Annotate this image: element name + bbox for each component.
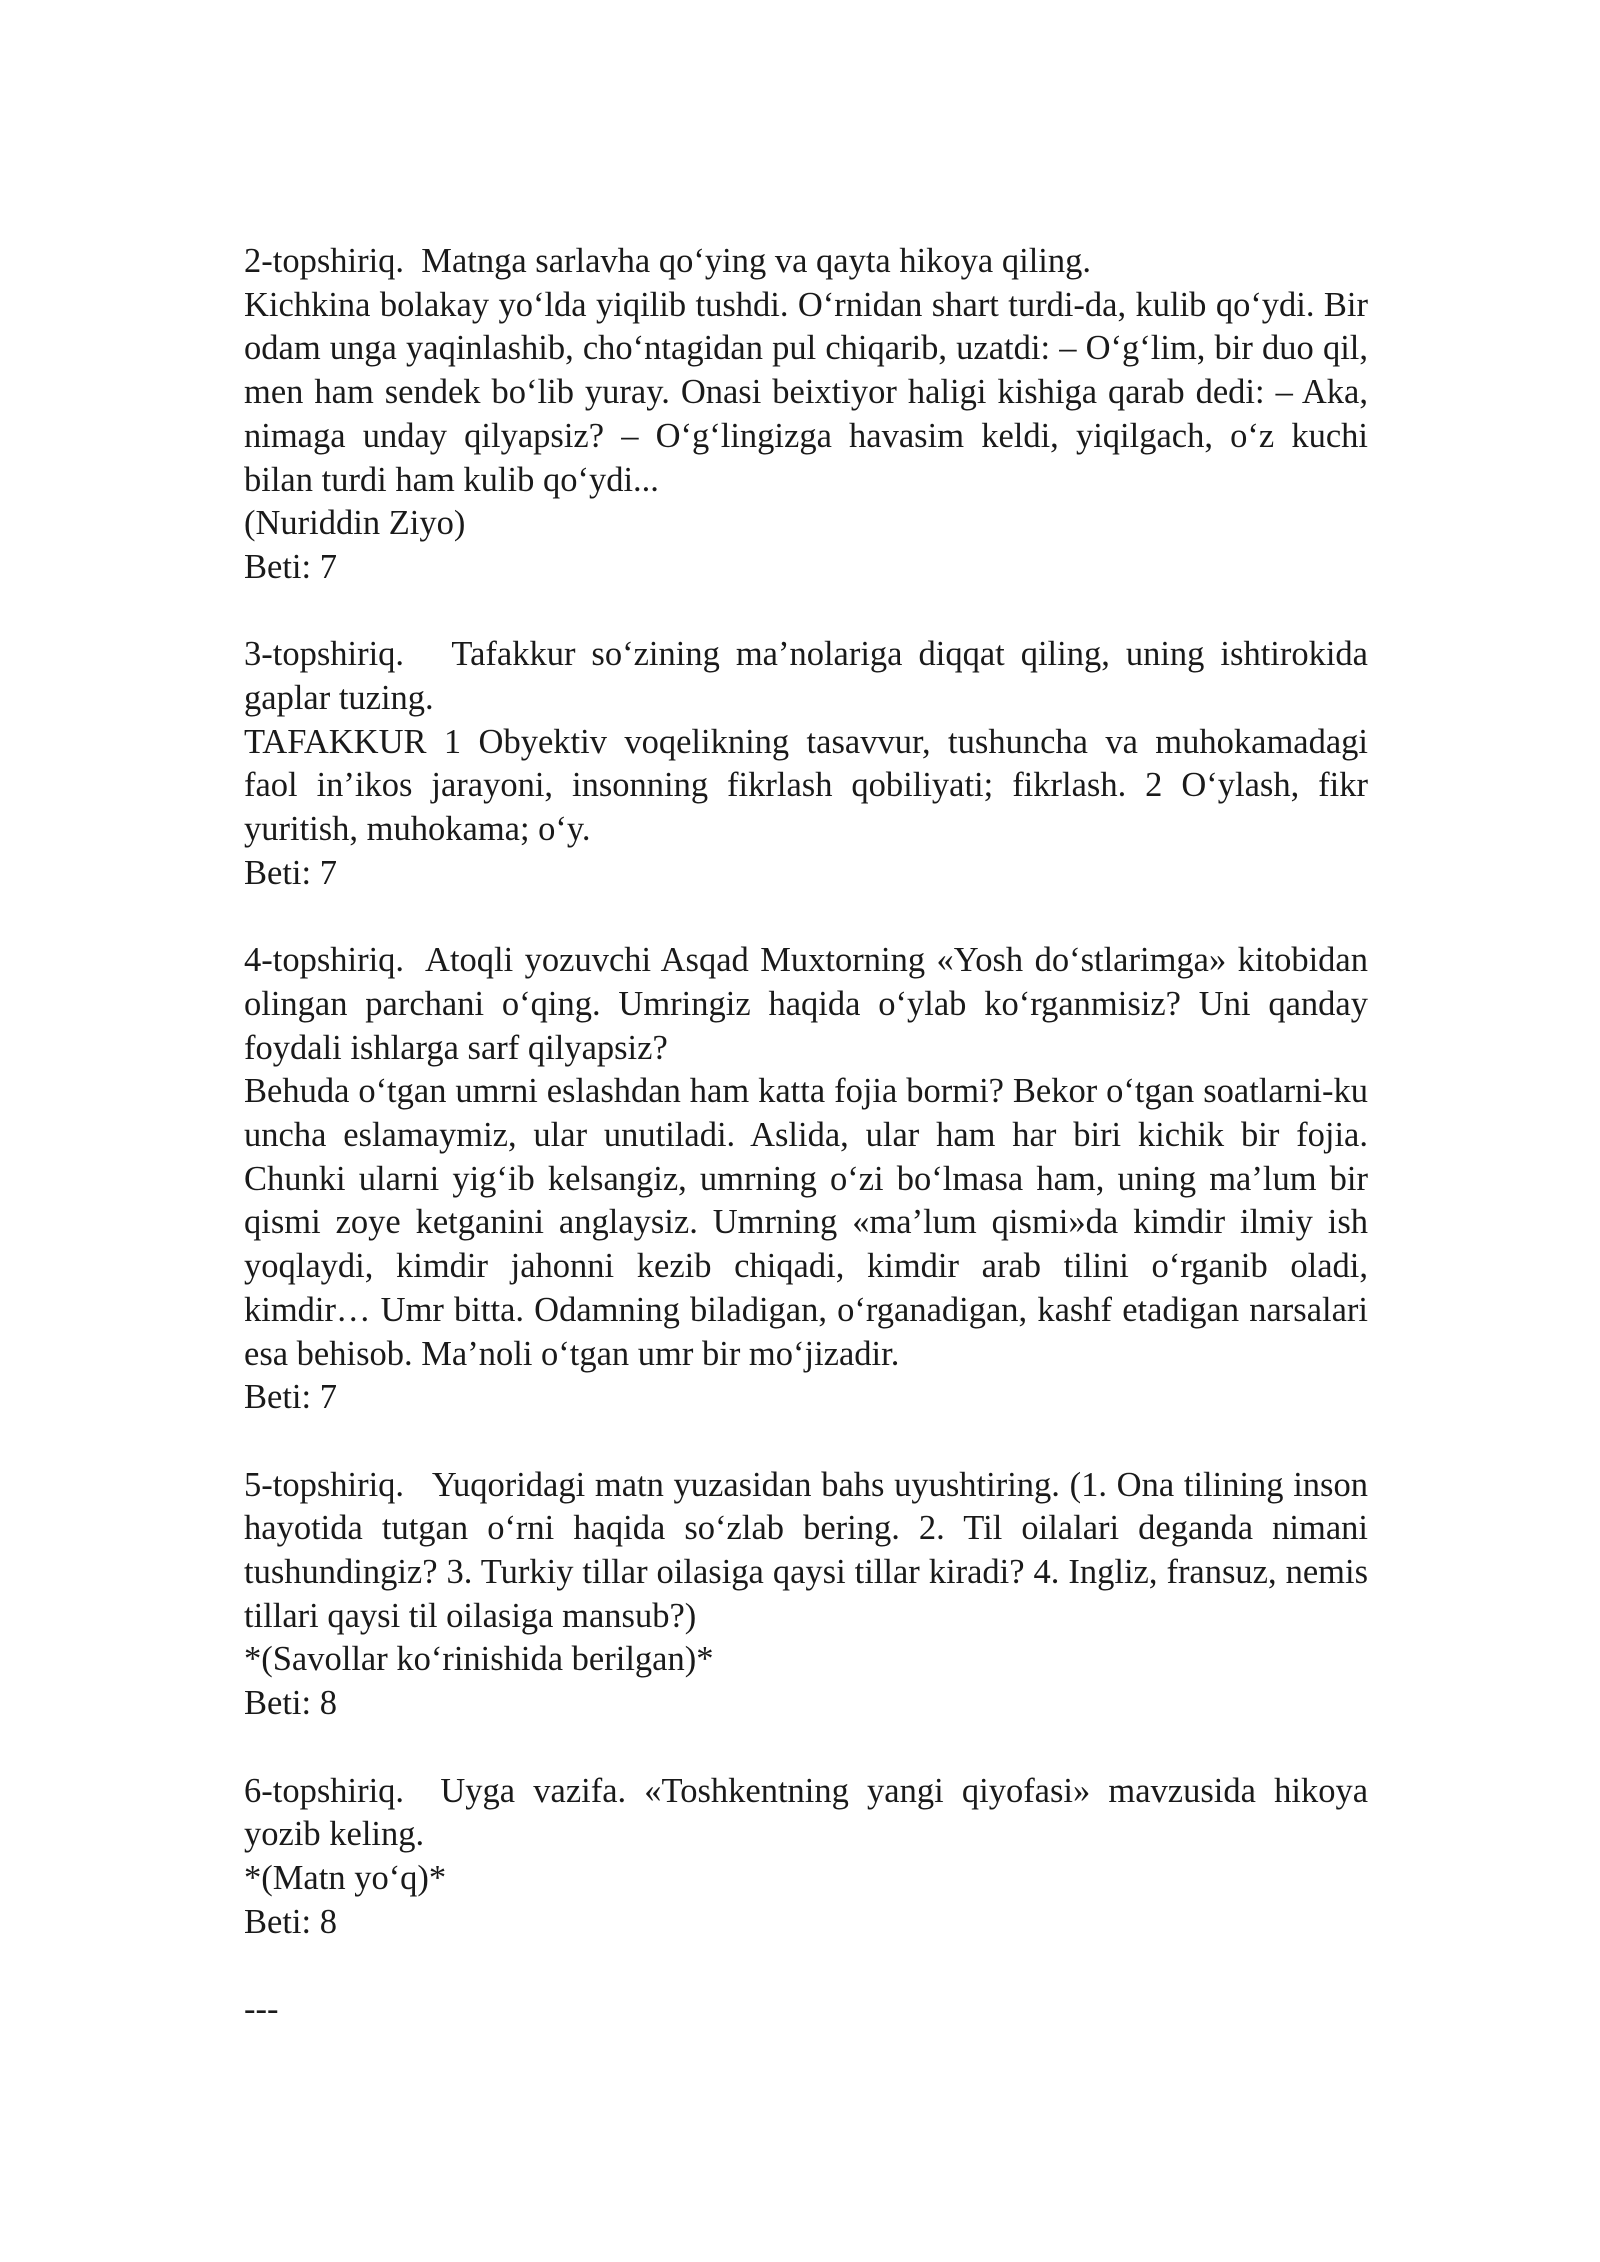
task-number: 5-topshiriq. — [244, 1465, 405, 1504]
task-body: TAFAKKUR 1 Obyektiv voqelikning tasavvur, tushuncha va muhokamadagi faol in’ikos jarayoni, insonning fikrlash qobiliyati; fikrlash. 2 O‘ylash, fikr yuritish, muhokama; o‘y. — [244, 722, 1368, 849]
page-reference: Beti: 8 — [244, 1684, 337, 1723]
page-reference: Beti: 7 — [244, 547, 337, 586]
task-heading — [244, 1770, 1368, 1857]
task-body: Behuda o‘tgan umrni eslashdan ham katta fojia bormi? Bekor o‘tgan soatlarni-ku uncha eslamaymiz, ular unutiladi. Aslida, ular ham har biri kichik bir fojia. Chunki ularni yig‘ib kelsangiz, umrning o‘zi bo‘lmasa ham, uning ma’lum bir qismi zoye ketganini anglaysiz. Umrning «ma’lum qismi»da kimdir ilmiy ish yoqlaydi, kimdir jahonni kezib chiqadi, kimdir arab tilini o‘rganib oladi, kimdir… Umr bitta. Odamning biladigan, o‘rganadigan, kashf etadigan narsalari esa behisob. Ma’noli o‘tgan umr bir mo‘jizadir. — [244, 1072, 1368, 1373]
document-page — [244, 240, 1368, 2032]
task-note: *(Savollar ko‘rinishida berilgan)* — [244, 1640, 714, 1679]
task-heading — [244, 939, 1368, 1070]
task-instruction: Yuqoridagi matn yuzasidan bahs uyushtiring. (1. Ona tilining inson hayotida tutgan o‘rni haqida so‘zlab bering. 2. Til oilalari deganda nimani tushundingiz? 3. Turkiy tillar oilasiga qaysi tillar kiradi? 4. Ingliz, fransuz, nemis tillari qaysi til oilasiga mansub?) — [244, 1465, 1368, 1635]
page-reference: Beti: 7 — [244, 1378, 337, 1417]
task-number: 4-topshiriq. — [244, 941, 405, 980]
task-number: 3-topshiriq. — [244, 635, 405, 674]
task-note: *(Matn yo‘q)* — [244, 1858, 447, 1897]
task-instruction: Atoqli yozuvchi Asqad Muxtorning «Yosh do‘stlarimga» kitobidan olingan parchani o‘qing. Umringiz haqida o‘ylab ko‘rganmisiz? Uni qanday foydali ishlarga sarf qilyapsiz? — [244, 941, 1368, 1067]
task-heading — [244, 633, 1368, 720]
page-reference: Beti: 8 — [244, 1902, 337, 1941]
task-source: (Nuriddin Ziyo) — [244, 504, 466, 543]
task-body: Kichkina bolakay yo‘lda yiqilib tushdi. O‘rnidan shart turdi-da, kulib qo‘ydi. Bir odam unga yaqinlashib, cho‘ntagidan pul chiqarib, uzatdi: – O‘g‘lim, bir duo qil, men ham sendek bo‘lib yuray. Onasi beixtiyor haligi kishiga qarab dedi: – Aka, nimaga unday qilyapsiz? – O‘g‘lingizga havasim keldi, yiqilgach, o‘z kuchi bilan turdi ham kulib qo‘ydi... — [244, 285, 1368, 499]
page-reference: Beti: 7 — [244, 853, 337, 892]
task-number: 2-topshiriq. — [244, 242, 405, 280]
task-instruction: Tafakkur so‘zining ma’nolariga diqqat qiling, uning ishtirokida gaplar tuzing. — [244, 635, 1368, 718]
task-instruction: Uyga vazifa. «Toshkentning yangi qiyofasi» mavzusida hikoya yozib keling. — [244, 1771, 1369, 1854]
task-4 — [244, 939, 1368, 1420]
separator: --- — [244, 1990, 279, 2029]
task-instruction: Matnga sarlavha qo‘ying va qayta hikoya qiling. — [421, 242, 1091, 280]
task-number: 6-topshiriq. — [244, 1771, 405, 1810]
task-5 — [244, 1464, 1368, 1726]
task-heading — [244, 240, 1368, 284]
task-6 — [244, 1770, 1368, 1945]
task-heading — [244, 1464, 1368, 1639]
task-3 — [244, 633, 1368, 895]
task-2 — [244, 240, 1368, 590]
